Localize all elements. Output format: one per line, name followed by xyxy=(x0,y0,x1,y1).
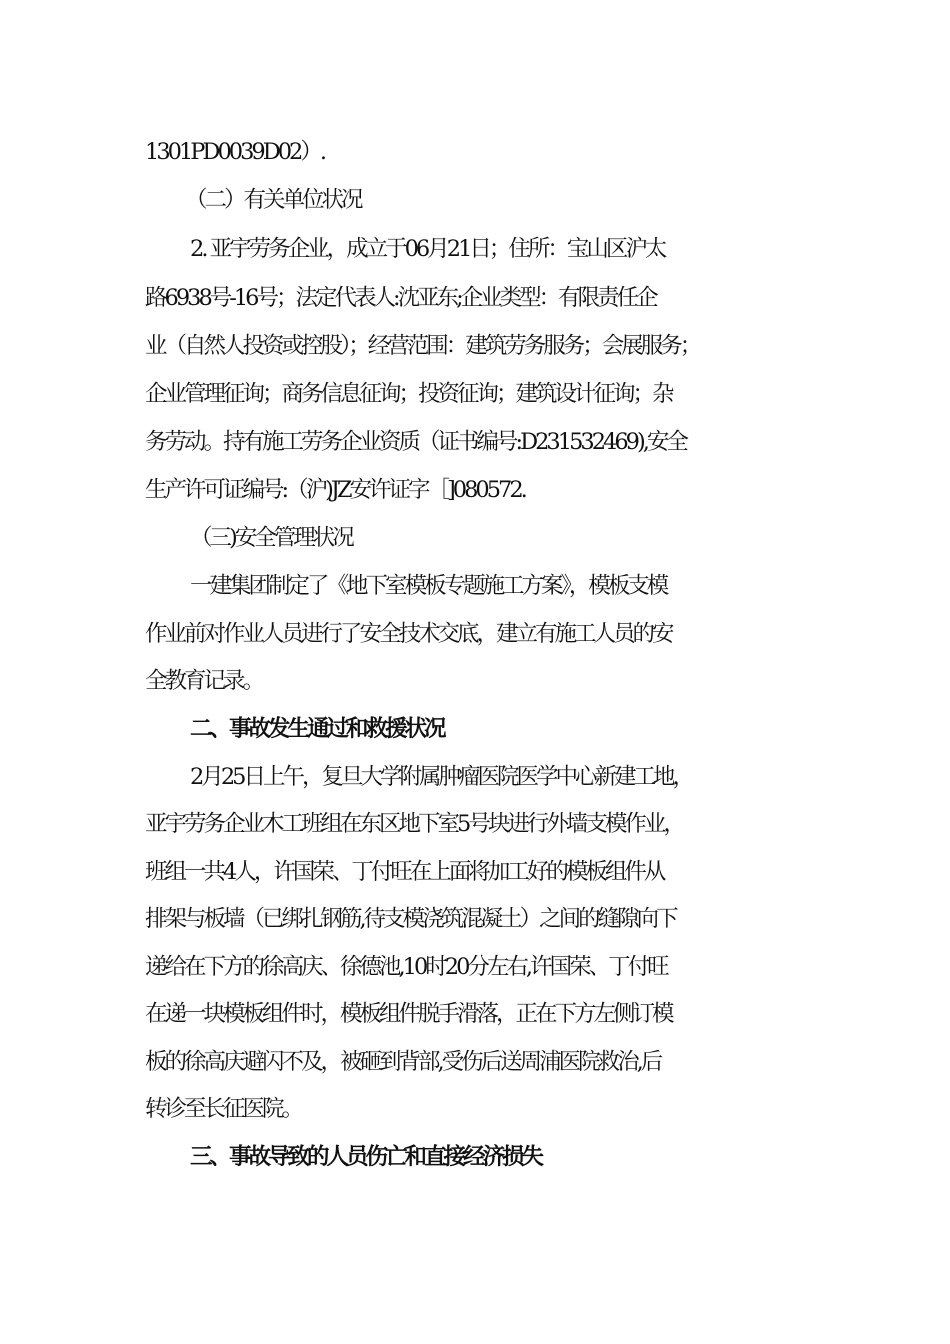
text-line: 亚宇劳务企业木工班组在东区地下室5号块进行外墙支模作业， xyxy=(145,811,683,837)
text-line: 板的徐高庆避闪不及，被砸到背部,受伤后送周浦医院救治,后 xyxy=(145,1049,661,1075)
text-line: 排架与板墙（已绑扎钢筋,待支模浇筑混凝土）之间的缝隙向下 xyxy=(145,906,676,932)
section-heading: 二、事故发生通过和救援状况 xyxy=(190,716,444,742)
text-line: 一建集团制定了《地下室模板专题施工方案》，模板支模 xyxy=(190,573,667,599)
text-line: 业（自然人投资或控股）；经营范围：建筑劳务服务；会展服务； xyxy=(145,333,700,359)
text-line: 务劳动。持有施工劳务企业资质（证书编号:D231532469),安全 xyxy=(145,429,686,455)
section-heading: 三、事故导致的人员伤亡和直接经济损失 xyxy=(190,1144,542,1170)
text-line: 2. 亚宇劳务企业，成立于06月21日；住所：宝山区沪太 xyxy=(190,236,665,262)
text-line: 转诊至长征医院。 xyxy=(145,1096,302,1122)
text-line: 2月25日上午，复旦大学附属肿瘤医院医学中心新建工地， xyxy=(190,764,692,790)
text-line: 班组一共4人，许国荣、丁付旺在上面将加工好的模板组件从 xyxy=(145,859,664,885)
text-line: 在递一块模板组件时，模板组件脱手滑落，正在下方左侧订模 xyxy=(145,1001,672,1027)
text-line: 作业前对作业人员进行了安全技术交底，建立有施工人员的安 xyxy=(145,621,672,647)
text-line: 全教育记录。 xyxy=(145,668,263,694)
text-line: 生产许可证编号:（沪)JZ安许证字［]080572. xyxy=(145,477,525,503)
text-line: 企业管理征询；商务信息征询；投资征询；建筑设计征询；杂 xyxy=(145,381,672,407)
text-line: 递给在下方的徐高庆、徐德池,10时20分左右,许国荣、丁付旺 xyxy=(145,954,667,980)
text-line: 路6938号-16号；法定代表人:沈亚东;企业类型：有限责任企 xyxy=(145,285,656,311)
section-subheading: （三)安全管理状况 xyxy=(190,525,352,551)
section-subheading: （二）有关单位状况 xyxy=(185,187,361,213)
text-line: 1301PD0039D02）. xyxy=(145,139,325,165)
